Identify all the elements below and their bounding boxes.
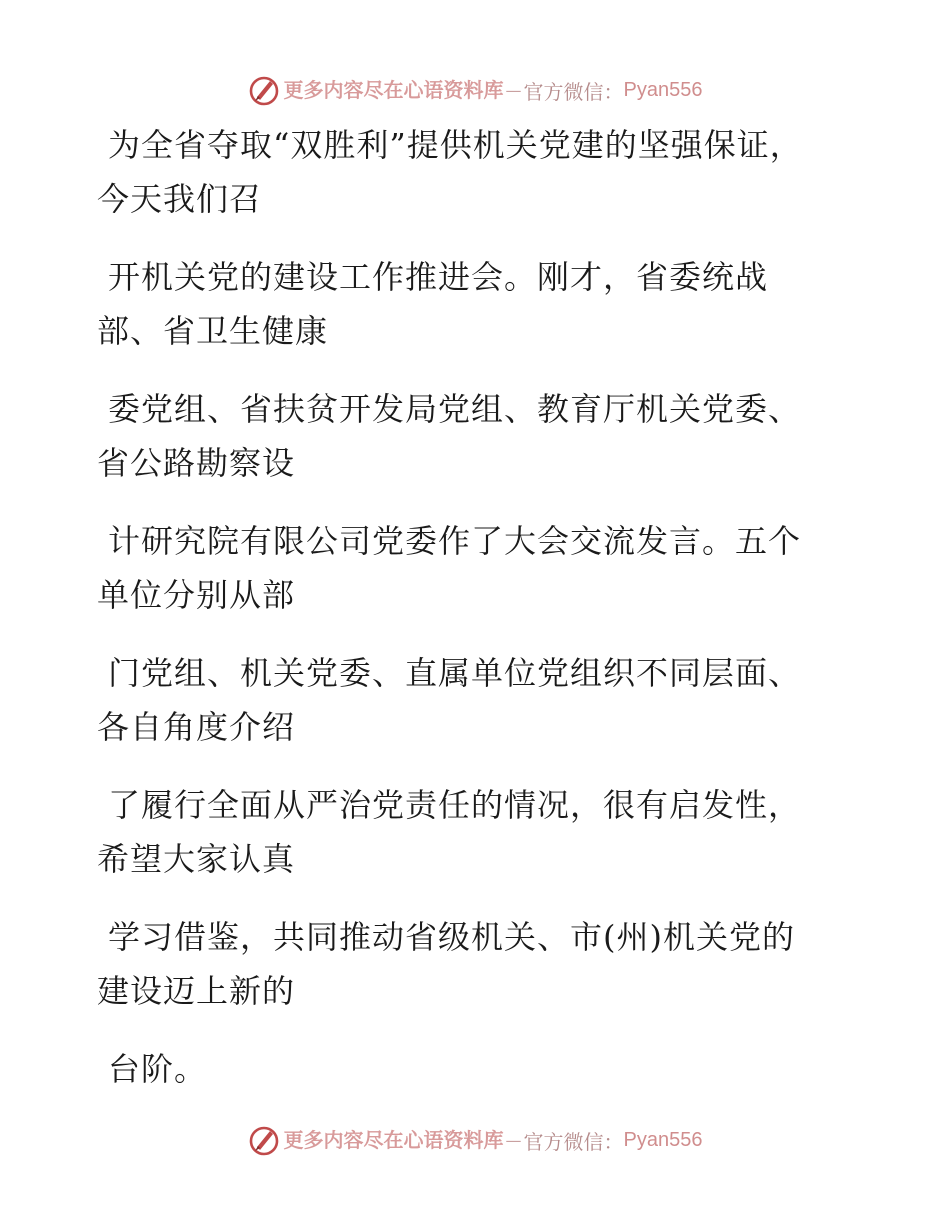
header-banner-text: 更多内容尽在心语资料库 <box>283 78 504 102</box>
body-paragraph-5: 门党组、机关党委、直属单位党组织不同层面、各自角度介绍 <box>97 654 802 746</box>
body-paragraph-3: 委党组、省扶贫开发局党组、教育厅机关党委、省公路勘察设 <box>97 390 802 482</box>
body-paragraph-7: 学习借鉴，共同推动省级机关、市(州)机关党的建设迈上新的 <box>97 918 795 1010</box>
header-wechat-label: 官方微信： <box>523 79 624 104</box>
footer-wechat-label: 官方微信： <box>523 1129 624 1154</box>
header-wechat-id: Pyan556 <box>623 78 703 101</box>
footer-banner-text: 更多内容尽在心语资料库 <box>283 1128 504 1152</box>
footer-banner-separator: — <box>505 1130 522 1150</box>
body-paragraph-4: 计研究院有限公司党委作了大会交流发言。五个单位分别从部 <box>97 522 802 614</box>
quill-pen-logo-icon <box>248 74 280 106</box>
footer-watermark-banner <box>0 1120 950 1160</box>
footer-wechat-id: Pyan556 <box>623 1128 703 1151</box>
body-paragraph-2: 开机关党的建设工作推进会。刚才，省委统战部、省卫生健康 <box>97 258 769 350</box>
header-banner-separator: — <box>505 80 522 100</box>
quill-pen-logo-icon <box>248 1124 280 1156</box>
body-paragraph-6: 了履行全面从严治党责任的情况，很有启发性，希望大家认真 <box>97 786 802 878</box>
body-paragraph-1: 为全省夺取“双胜利”提供机关党建的坚强保证，今天我们召 <box>97 126 803 218</box>
header-watermark-banner <box>0 70 950 110</box>
document-body <box>97 118 827 1096</box>
body-paragraph-8: 台阶。 <box>108 1050 208 1088</box>
